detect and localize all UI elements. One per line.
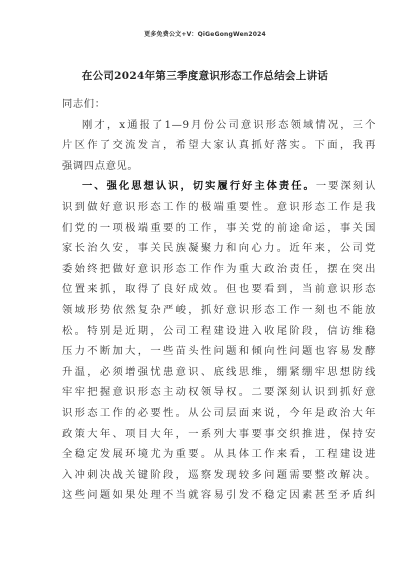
- section-1-line: 政策大年、项目大年，一系列大事要事交织推进，保持安: [62, 427, 376, 440]
- section-1-line: 压力不断加大，一些苗头性问题和倾向性问题也容易发酵: [62, 345, 376, 358]
- document-title: 在公司2024年第三季度意识形态工作总结会上讲话: [81, 70, 329, 82]
- section-1-heading: 一、强化思想认识，切实履行好主体责任。: [82, 180, 316, 193]
- paragraph-1-line: 强调四点意见。: [62, 159, 139, 172]
- section-1-line: 识形态工作的必要性。从公司层面来说，今年是政治大年: [62, 406, 376, 419]
- section-1-line: 这些问题如果处理不当就容易引发不稳定因素甚至矛盾纠: [62, 489, 376, 502]
- section-1-line: 识到做好意识形态工作的极端重要性。意识形态工作是我: [62, 200, 376, 213]
- section-1-line: 升温，必须增强忧患意识、底线思维，绷紧绷牢思想防线: [62, 365, 376, 378]
- paragraph-1-line: 刚才，x通报了1—9月份公司意识形态领域情况，三个: [82, 118, 376, 131]
- section-1-line: 们党的一项极端重要的工作，事关党的前途命运，事关国: [62, 221, 376, 234]
- section-1-line: 入冲刺决战关键阶段，巡察发现较多问题需要整改解决。: [62, 468, 376, 481]
- header-note: 更多免费公文+V：QiGeGongWen2024: [144, 31, 266, 38]
- section-1-line: 委始终把做好意识形态工作作为重大政治责任，摆在突出: [62, 262, 376, 275]
- document-body: [62, 94, 376, 506]
- section-1-line: 领域形势依然复杂严峻，抓好意识形态工作一刻也不能放: [62, 303, 376, 316]
- salutation: 同志们：: [62, 98, 106, 110]
- section-1-line: 家长治久安，事关民族凝聚力和向心力。近年来，公司党: [62, 242, 376, 255]
- section-1-line: 全稳定发展环境尤为重要。从具体工作来看，工程建设进: [62, 448, 376, 461]
- section-1-line: 位置来抓，取得了良好成效。但也要看到，当前意识形态: [62, 283, 376, 296]
- section-1-line: 一要深刻认: [315, 180, 376, 193]
- section-1-first-line: [62, 176, 376, 197]
- paragraph-1-line: 片区作了交流发言，希望大家认真抓好落实。下面，我再: [62, 139, 376, 152]
- section-1-line: 牢牢把握意识形态主动权领导权。二要深刻认识到抓好意: [62, 386, 376, 399]
- section-1-line: 松。特别是近期，公司工程建设进入收尾阶段，信访维稳: [62, 324, 376, 337]
